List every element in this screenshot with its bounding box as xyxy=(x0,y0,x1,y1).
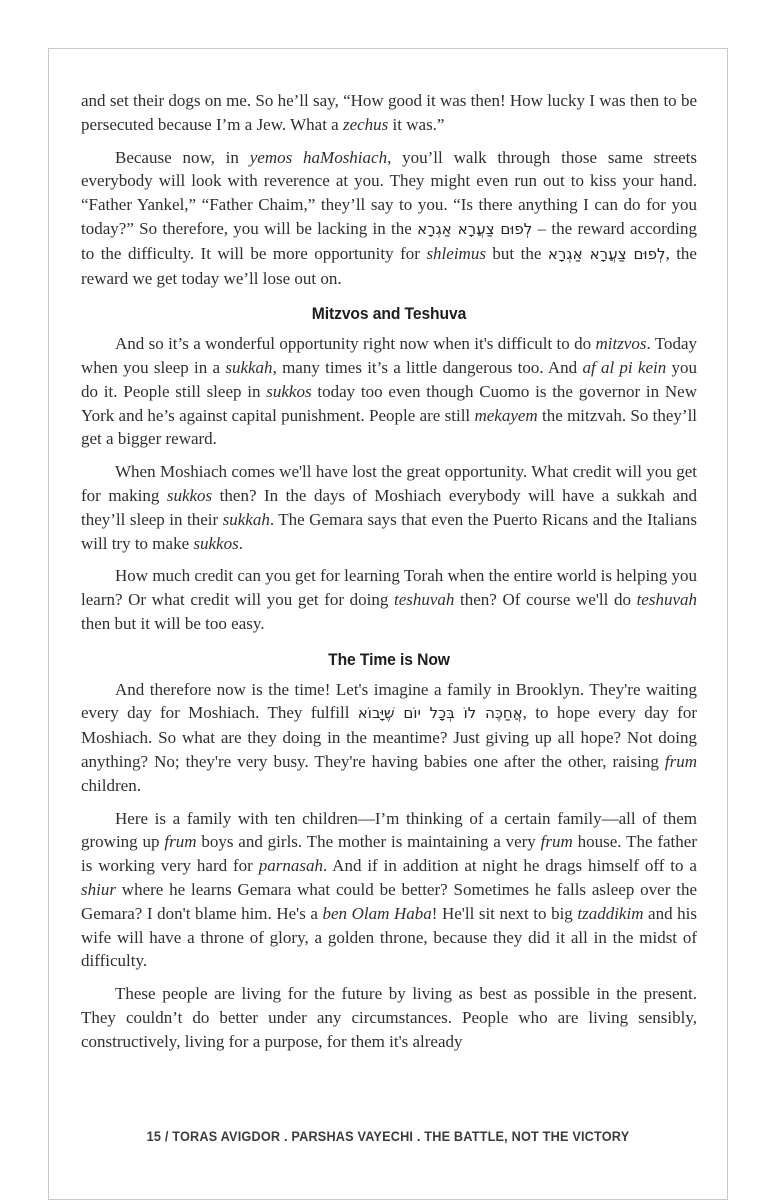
italic-term: teshuvah xyxy=(636,590,697,610)
hebrew-phrase: לְפוּם צַעֲרָא אַגְרָא xyxy=(417,219,533,238)
body-text: children. xyxy=(81,775,141,795)
body-text: And therefore now is the time! Let's imagine a family in Brooklyn. They're waiting every day for Moshiach. They fulfill xyxy=(81,679,697,723)
body-text: the mitzvah. So they’ll get a bigger reward. xyxy=(81,405,698,449)
paragraph xyxy=(81,807,697,974)
italic-term: tzaddikim xyxy=(577,903,644,923)
body-text: . xyxy=(238,533,243,553)
body-text: today too even though Cuomo is the governor in New York and he’s against capital punishment. People are still xyxy=(81,381,697,425)
body-text: and his wife will have a throne of glory, a golden throne, because they did it all in the midst of difficulty. xyxy=(81,903,697,971)
italic-term: frum xyxy=(664,751,697,771)
body-text: . The Gemara says that even the Puerto Ricans and the Italians will try to make xyxy=(81,509,697,553)
body-text: . Today when you sleep in a xyxy=(81,334,698,377)
paragraph xyxy=(81,678,697,798)
body-text: . And if in addition at night he drags himself off to a xyxy=(322,856,697,876)
body-text: How much credit can you get for learning Torah when the entire world is helping you learn? Or what credit will you get for doing xyxy=(81,566,697,610)
body-text: These people are living for the future by living as best as possible in the present. They couldn’t do better under any circumstances. People who are living sensibly, constructively, living for a purpose, for them it's already xyxy=(81,984,697,1051)
paragraph xyxy=(81,332,697,451)
section-heading: Mitzvos and Teshuva xyxy=(311,304,467,324)
italic-term: teshuvah xyxy=(393,590,455,610)
italic-term: sukkos xyxy=(166,485,213,505)
page-frame xyxy=(48,48,728,1200)
page-footer: 15 / TORAS AVIGDOR . PARSHAS VAYECHI . THE BATTLE, NOT THE VICTORY xyxy=(146,1129,630,1144)
italic-term: yemos haMoshiach xyxy=(249,147,388,167)
body-text: When Moshiach comes we'll have lost the great opportunity. What credit will you get for making xyxy=(81,462,697,505)
section-heading: The Time is Now xyxy=(328,649,450,669)
body-text: then? Of course we'll do xyxy=(454,590,637,610)
italic-term: sukkos xyxy=(266,381,312,401)
italic-term: shiur xyxy=(81,879,116,899)
italic-term: zechus xyxy=(342,114,389,134)
body-text: , to hope every day for Moshiach. So what are they doing in the meantime? Just giving up all hope? Not doing anything? No; they're very busy. They're having babies one after the other, raising xyxy=(81,703,697,771)
italic-term: sukkah xyxy=(225,357,273,377)
body-text: , you’ll walk through those same streets everybody will look with reverence at you. They might even run out to kiss your hand. “Father Yankel,” “Father Chaim,” they’ll say to you. “Is there anything I can do for you today?” So therefore, you will be lacking in the xyxy=(81,147,697,238)
body-text: house. The father is working very hard for xyxy=(81,832,697,876)
body-text: it was.” xyxy=(388,114,445,134)
body-text: and set their dogs on me. So he’ll say, “How good it was then! How lucky I was then to be persecuted because I’m a Jew. What a xyxy=(81,91,697,134)
body-text: then? In the days of Moshiach everybody will have a sukkah and they’ll sleep in their xyxy=(81,485,697,529)
paragraph xyxy=(81,146,697,291)
italic-term: mekayem xyxy=(474,405,538,425)
paragraph xyxy=(81,564,697,635)
body-text: then but it will be too easy. xyxy=(81,613,265,633)
paragraph xyxy=(81,982,697,1053)
italic-term: sukkah xyxy=(222,509,270,529)
body-text: , many times it’s a little dangerous too. And xyxy=(272,357,583,377)
body-text: where he learns Gemara what could be better? Sometimes he falls asleep over the Gemara? I don't blame him. He's a xyxy=(81,879,697,923)
italic-term: mitzvos xyxy=(595,334,647,354)
body-text: , the reward we get today we’ll lose out on. xyxy=(81,243,697,288)
body-text: but the xyxy=(485,243,548,263)
paragraph xyxy=(81,89,697,137)
body-text: And so it’s a wonderful opportunity right now when it's difficult to do xyxy=(115,334,596,354)
paragraph xyxy=(81,460,697,555)
body-text: you do it. People still sleep in xyxy=(81,357,697,401)
body-text: – the reward according to the difficulty. It will be more opportunity for xyxy=(81,218,697,263)
italic-term: shleimus xyxy=(426,243,486,263)
body-text: Here is a family with ten children—I’m thinking of a certain family—all of them growing up xyxy=(81,808,697,852)
document-content xyxy=(81,89,697,1062)
italic-term: ben Olam Haba xyxy=(322,903,432,923)
hebrew-phrase: אֲחַכֶּה לוֹ בְּכָל יוֹם שֶׁיָּבוֹא xyxy=(357,704,523,723)
italic-term: frum xyxy=(540,832,573,852)
body-text: boys and girls. The mother is maintaining a very xyxy=(196,832,541,852)
hebrew-phrase: לְפוּם צַעֲרָא אַגְרָא xyxy=(547,244,666,263)
italic-term: sukkos xyxy=(193,533,239,553)
italic-term: frum xyxy=(164,832,197,852)
body-text: Because now, in xyxy=(115,147,250,167)
italic-term: af al pi kein xyxy=(582,357,667,377)
italic-term: parnasah xyxy=(258,856,323,876)
body-text: ! He'll sit next to big xyxy=(431,903,578,923)
